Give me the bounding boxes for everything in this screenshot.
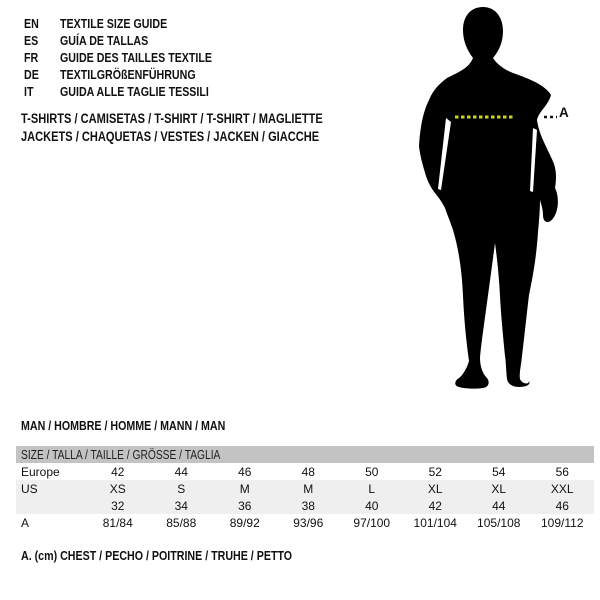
size-cell: 81/84 xyxy=(102,515,133,530)
size-cell: 48 xyxy=(301,464,315,479)
size-cell: 34 xyxy=(174,498,188,513)
language-title: GUIDE DES TAILLES TEXTILE xyxy=(60,50,213,65)
size-cell: 44 xyxy=(492,498,506,513)
table-row-alt-size xyxy=(16,497,594,514)
size-cell: 89/92 xyxy=(229,515,260,530)
footnote: A. (cm) CHEST / PECHO / POITRINE / TRUHE / PETTO xyxy=(21,548,293,563)
language-code: DE xyxy=(24,67,39,82)
size-table xyxy=(16,446,594,531)
size-cell: L xyxy=(368,481,376,496)
garment-heading xyxy=(21,110,389,146)
size-cell: 42 xyxy=(111,464,125,479)
size-cell: XL xyxy=(427,481,443,496)
garment-line-tshirts: T-SHIRTS / CAMISETAS / T-SHIRT / T-SHIRT / MAGLIETTE xyxy=(21,111,323,126)
size-cell: 54 xyxy=(492,464,506,479)
man-silhouette-svg xyxy=(393,3,598,400)
size-cell: 38 xyxy=(301,498,315,513)
size-cell: 56 xyxy=(555,464,569,479)
size-cell: 105/108 xyxy=(477,515,521,530)
size-cell: 32 xyxy=(111,498,125,513)
language-title: TEXTILGRÖßENFÜHRUNG xyxy=(60,67,196,82)
row-label: Europe xyxy=(21,464,60,479)
size-cell: 40 xyxy=(365,498,379,513)
size-cell: XL xyxy=(491,481,507,496)
language-code: ES xyxy=(24,33,39,48)
figure-area xyxy=(393,3,598,400)
language-row xyxy=(24,32,245,49)
measure-label-a: A xyxy=(559,105,569,120)
language-title: GUIDA ALLE TAGLIE TESSILI xyxy=(60,84,209,99)
language-code: EN xyxy=(24,16,39,31)
language-row xyxy=(24,49,245,66)
garment-line-jackets: JACKETS / CHAQUETAS / VESTES / JACKEN / GIACCHE xyxy=(21,129,320,144)
size-cell: 46 xyxy=(238,464,252,479)
size-cell: 93/96 xyxy=(293,515,324,530)
size-cell: M xyxy=(303,481,314,496)
size-cell: XS xyxy=(109,481,126,496)
size-cell: 109/112 xyxy=(541,515,584,530)
language-title: GUÍA DE TALLAS xyxy=(60,33,149,48)
size-cell: 101/104 xyxy=(413,515,457,530)
size-cell: 36 xyxy=(238,498,252,513)
table-row-us xyxy=(16,480,594,497)
size-cell: 97/100 xyxy=(353,515,391,530)
language-row xyxy=(24,83,245,100)
language-code: IT xyxy=(24,84,34,99)
size-cell: XXL xyxy=(550,481,574,496)
size-table-header xyxy=(16,446,594,463)
language-row xyxy=(24,66,245,83)
size-cell: 85/88 xyxy=(166,515,197,530)
size-cell: 52 xyxy=(428,464,442,479)
man-silhouette-path xyxy=(419,7,558,389)
size-table-header-label: SIZE / TALLA / TAILLE / GRÖSSE / TAGLIA xyxy=(21,447,221,462)
row-label: A xyxy=(21,515,30,530)
row-label: US xyxy=(21,481,38,496)
size-cell: 46 xyxy=(555,498,569,513)
size-cell: M xyxy=(239,481,250,496)
size-cell: 44 xyxy=(174,464,188,479)
size-cell: 42 xyxy=(428,498,442,513)
language-row xyxy=(24,15,245,32)
table-row-europe xyxy=(16,463,594,480)
size-cell: S xyxy=(177,481,186,496)
language-code: FR xyxy=(24,50,39,65)
section-title: MAN / HOMBRE / HOMME / MANN / MAN xyxy=(21,418,226,433)
table-row-chest-cm xyxy=(16,514,594,531)
size-cell: 50 xyxy=(365,464,379,479)
language-title: TEXTILE SIZE GUIDE xyxy=(60,16,168,31)
language-list xyxy=(24,15,245,100)
